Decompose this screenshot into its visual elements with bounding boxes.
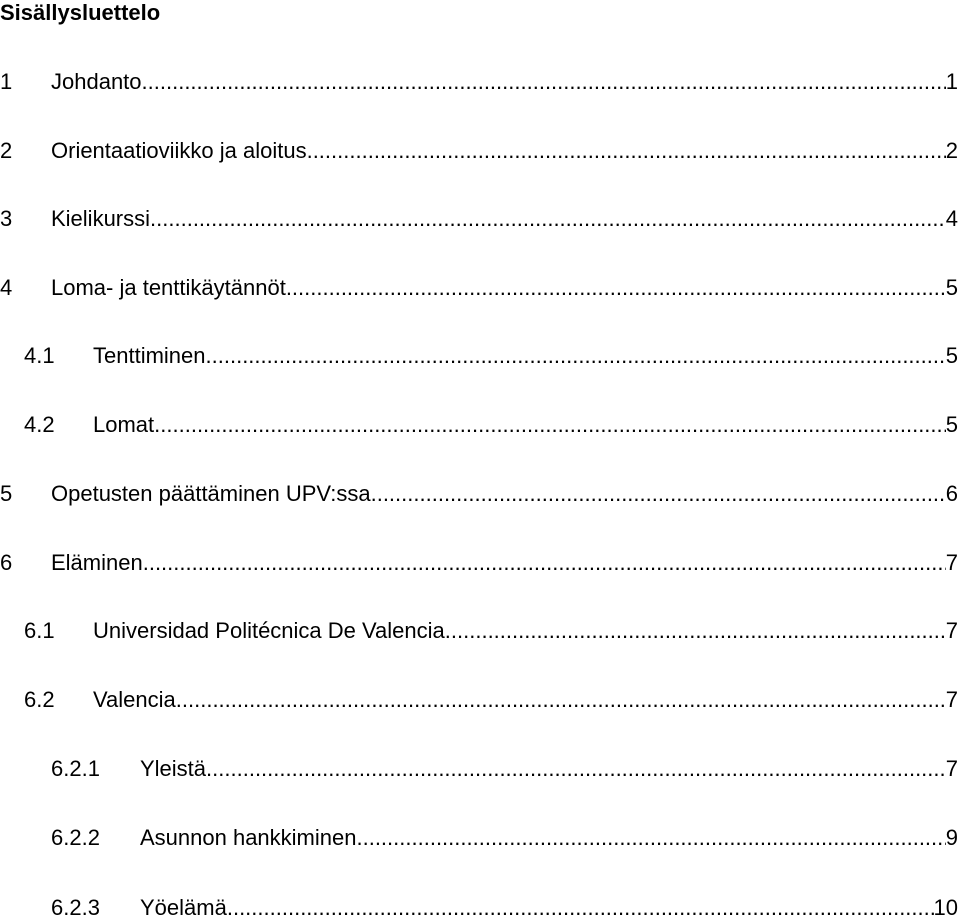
toc-entry-number: 6.2.1 xyxy=(51,756,100,781)
toc-entry-number: 1 xyxy=(0,69,13,94)
dot-leader xyxy=(150,205,946,233)
toc-entry-4-1[interactable] xyxy=(0,342,960,370)
toc-entry-label: Universidad Politécnica De Valencia xyxy=(93,618,445,643)
toc-entry-page: 4 xyxy=(945,206,958,231)
toc-entry-page: 10 xyxy=(933,895,958,920)
toc-entry-page: 5 xyxy=(945,343,958,368)
toc-entry-1[interactable] xyxy=(0,68,960,96)
toc-entry-number: 4.2 xyxy=(24,412,55,437)
toc-entry-2[interactable] xyxy=(0,137,960,165)
toc-entry-label: Kielikurssi xyxy=(51,206,151,231)
toc-entry-6-2-1[interactable] xyxy=(0,755,960,783)
toc-entry-page: 9 xyxy=(945,825,958,850)
toc-entry-4-2[interactable] xyxy=(0,411,960,439)
dot-leader xyxy=(142,68,946,96)
toc-entry-page: 2 xyxy=(945,138,958,163)
toc-entry-6-2[interactable] xyxy=(0,686,960,714)
toc-entry-page: 7 xyxy=(945,618,958,643)
dot-leader xyxy=(154,411,946,439)
toc-entry-6-2-3[interactable] xyxy=(0,894,960,922)
dot-leader xyxy=(356,824,945,852)
dot-leader xyxy=(206,342,946,370)
toc-entry-page: 1 xyxy=(945,69,958,94)
toc-entry-page: 5 xyxy=(945,275,958,300)
toc-entry-page: 6 xyxy=(945,481,958,506)
dot-leader xyxy=(227,894,934,922)
dot-leader xyxy=(176,686,946,714)
toc-entry-label: Yöelämä xyxy=(140,895,227,920)
toc-entry-number: 5 xyxy=(0,481,13,506)
toc-entry-page: 7 xyxy=(945,756,958,781)
toc-entry-number: 6 xyxy=(0,550,13,575)
toc-entry-number: 6.2.3 xyxy=(51,895,100,920)
toc-entry-page: 7 xyxy=(945,687,958,712)
toc-entry-label: Loma- ja tenttikäytännöt xyxy=(51,275,286,300)
toc-entry-label: Lomat xyxy=(93,412,155,437)
toc-entry-6[interactable] xyxy=(0,549,960,577)
toc-entry-6-1[interactable] xyxy=(0,617,960,645)
toc-entry-label: Johdanto xyxy=(51,69,142,94)
toc-entry-4[interactable] xyxy=(0,274,960,302)
toc-entry-label: Eläminen xyxy=(51,550,143,575)
toc-entry-label: Opetusten päättäminen UPV:ssa xyxy=(51,481,371,506)
toc-entry-6-2-2[interactable] xyxy=(0,824,960,852)
toc-entry-number: 6.2 xyxy=(24,687,55,712)
dot-leader xyxy=(143,549,946,577)
toc-entry-number: 4.1 xyxy=(24,343,55,368)
dot-leader xyxy=(307,137,946,165)
toc-entry-number: 2 xyxy=(0,138,13,163)
toc-entry-number: 3 xyxy=(0,206,13,231)
toc-entry-3[interactable] xyxy=(0,205,960,233)
dot-leader xyxy=(286,274,946,302)
toc-entry-label: Yleistä xyxy=(140,756,207,781)
toc-entry-number: 6.2.2 xyxy=(51,825,100,850)
dot-leader xyxy=(445,617,946,645)
toc-title: Sisällysluettelo xyxy=(0,0,161,25)
toc-entry-number: 4 xyxy=(0,275,13,300)
toc-entry-page: 7 xyxy=(945,550,958,575)
toc-entry-label: Valencia xyxy=(93,687,176,712)
dot-leader xyxy=(206,755,946,783)
toc-entry-page: 5 xyxy=(945,412,958,437)
toc-entry-label: Tenttiminen xyxy=(93,343,206,368)
toc-entry-number: 6.1 xyxy=(24,618,55,643)
toc-entry-label: Asunnon hankkiminen xyxy=(140,825,357,850)
dot-leader xyxy=(371,480,946,508)
toc-entry-5[interactable] xyxy=(0,480,960,508)
toc-entry-label: Orientaatioviikko ja aloitus xyxy=(51,138,307,163)
